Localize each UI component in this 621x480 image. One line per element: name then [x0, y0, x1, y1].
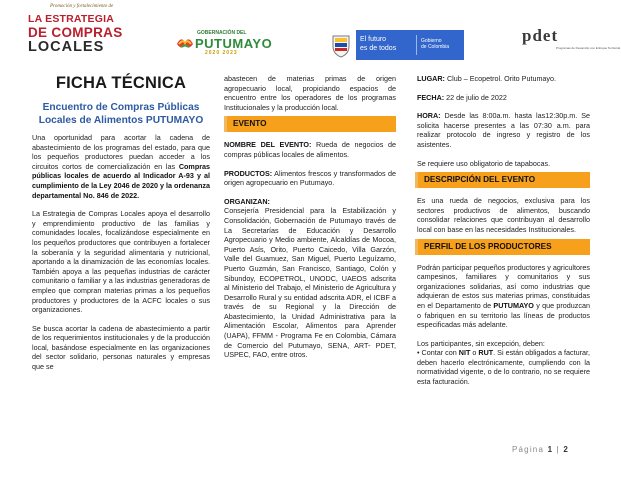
page-label: Página — [512, 445, 545, 454]
column-1 — [32, 74, 210, 372]
page-subtitle: Encuentro de Compras Públicas Locales de Alimentos PUTUMAYO — [38, 102, 204, 126]
page-divider: | — [556, 445, 560, 454]
nombre-value: Rueda de negocios de compras públicas locales de alimentos. — [224, 140, 396, 159]
gobierno-side-text — [421, 38, 449, 50]
putumayo-gobernacion-label: GOBERNACIÓN DEL — [197, 30, 247, 36]
column-3 — [417, 74, 590, 387]
perfil-putumayo: PUTUMAYO — [493, 300, 534, 310]
bullet-text-a: • Contar con — [417, 348, 459, 358]
logo-tagline: Promoción y fortalecimiento de — [50, 4, 114, 9]
bullet-rut: RUT — [478, 348, 494, 358]
productos — [224, 169, 396, 188]
productos-label: PRODUCTOS: — [224, 168, 273, 178]
section-header-descripcion — [415, 172, 590, 188]
gobierno-side-1: Gobierno — [421, 38, 442, 44]
bullet-text-c: o — [470, 348, 479, 358]
productos-value: Alimentos frescos y transformados de origen agropecuario en Putumayo. — [224, 168, 396, 188]
hora-value: Desde las 8:00a.m. hasta las12:30p.m. Se solicita hacerse presentes a las 07:30 a.m. para realizar protocolo de ingreso y registro de los asistentes. — [417, 111, 590, 149]
fecha-value: 22 de julio de 2022 — [444, 92, 507, 102]
gobierno-line-2: es de todos — [360, 45, 397, 52]
estrategia-paragraph: La Estrategia de Compras Locales apoya el desarrollo y emprendimiento productivo de las familias y comunidades locales, focalizándose especialmente en los pequeños productores que contribuyen a fortalecer la soberanía y la seguridad alimentaria y nutricional, aportando a la dinamización de las economías locales. También apoya a las pequeñas industrias de carácter comunitario o familiar y a las industrias generadoras de empleo que compran materias primas a los pequeños productores y productores de la ACFC locales o sus organizaciones. — [32, 209, 210, 315]
page-title: FICHA TÉCNICA — [55, 74, 187, 92]
page-number — [512, 445, 569, 454]
gobernacion-putumayo-logo — [175, 30, 285, 58]
pdet-subtitle: Programas de Desarrollo con Enfoque Territorial — [556, 46, 621, 50]
perfil-text-c: y que produzcan o fabriquen en su territorio las líneas de productos especificadas más adelante. — [417, 300, 590, 330]
requirement-bullet — [417, 348, 590, 386]
perfil-paragraph — [417, 263, 590, 330]
participantes-intro: Los participantes, sin excepción, deben: — [417, 338, 545, 348]
tapabocas-note: Se requiere uso obligatorio de tapabocas. — [417, 158, 551, 168]
section-label: DESCRIPCIÓN DEL EVENTO — [424, 175, 536, 185]
section-label: PERFIL DE LOS PRODUCTORES — [424, 241, 552, 251]
colombia-shield-icon — [330, 32, 352, 58]
perfil-text-a: Podrán participar pequeños productores y agricultores campesinos, familiares y comunitarios y sus organizaciones solidarias, así como industrias que adquieran de estos sus materias primas, constituidas en el Departamento de — [417, 262, 590, 310]
pdet-word: pdet — [522, 26, 559, 45]
page-current: 1 — [547, 445, 554, 454]
organizan-label-text: ORGANIZAN: — [224, 196, 270, 206]
intro-bold-text: Compras públicas locales de acuerdo al Indicador A-93 y al cumplimiento de la Ley 2046 de 2020 y la ordenanza departamental No. 846 de 2022. — [32, 161, 210, 200]
organizan-label — [224, 197, 396, 207]
nombre-evento — [224, 140, 396, 159]
putumayo-name: PUTUMAYO — [195, 36, 273, 51]
organizan-value: Consejería Presidencial para la Estabilización y Consolidación, Gobernación de Putumayo través de La Secretarías de Educación y Desarrollo Agropecuario y Medio ambiente, Alcaldías de Mocoa, Puerto Asís, Orito, Puerto Caicedo, Villa Garzón, Valle del Guamuez, San Miguel, Puerto Leguízamo, Puerto Guzmán, San Francisco, Santiago, Colón y Sibundoy, ECOPETROL, UNODC, UAEOS adscrita al Ministerio del Trabajo, el Ministerio de Agricultura y Desarrollo Rural y su entidad adscrita ADR, el ICBF a través de su Regional y la Dirección de Abastecimiento, la Unidad Administrativa para la Alimentación Escolar, Alimentos para Aprender (UAPA), FFMM - Programa Fe en Colombia, Cámara de Comercio del Putumayo, SENA, ART- PDET, USPEC, FAO, entre otros. — [224, 206, 396, 360]
putumayo-years: 2020 2023 — [205, 50, 238, 56]
bullet-nit: NIT — [458, 348, 471, 358]
fecha-label: FECHA: — [417, 92, 445, 102]
section-header-evento — [224, 116, 396, 132]
fecha — [417, 93, 590, 103]
page-header — [0, 0, 621, 68]
gobierno-line-1: El futuro — [360, 36, 387, 43]
gobierno-separator — [416, 35, 417, 55]
gobierno-side-2: de Colombia — [421, 44, 450, 50]
abastecimiento-continued: abastecen de materias primas de origen agropecuario local, propiciando espacios de encuentro entre los operadores de los programas Institucionales y la producción local. — [224, 74, 396, 112]
logo-line-2: DE COMPRAS — [28, 25, 123, 40]
hora — [417, 111, 590, 149]
putumayo-emblem-icon — [175, 34, 195, 52]
descripcion-paragraph: Es una rueda de negocios, exclusiva para los sectores productivos de alimentos, buscando consolidar relaciones que contribuyan al desarrollo local con base en las necesidades Institucionales. — [417, 196, 590, 234]
intro-paragraph — [32, 133, 210, 200]
column-2 — [224, 74, 396, 360]
page-total: 2 — [563, 445, 570, 454]
section-header-perfil — [415, 239, 590, 255]
nombre-label: NOMBRE DEL EVENTO: — [224, 140, 312, 150]
logo-line-3: LOCALES — [28, 39, 105, 55]
lugar — [417, 74, 590, 84]
gobierno-colombia-logo — [326, 30, 464, 60]
estrategia-compras-locales-logo — [28, 4, 146, 58]
intro-text: Una oportunidad para acortar la cadena de abastecimiento de los programas del estado, para que los pequeños productores puedan acceder a los circuitos cortos de comercialización en las — [32, 133, 210, 171]
hora-label: HORA: — [417, 111, 441, 121]
lugar-value: Club – Ecopetrol. Orito Putumayo. — [444, 74, 557, 83]
pdet-logo — [522, 22, 621, 60]
bullet-text-e: . Si están obligados a facturar, deben hacerlo electrónicamente, cumpliendo con la normatividad vigente, o de lo contrario, no se requiere esta facturación. — [417, 348, 590, 387]
lugar-label: LUGAR: — [417, 74, 445, 83]
abastecimiento-paragraph: Se busca acortar la cadena de abastecimiento a partir de los requerimientos institucionales y de la producción local, basándose especialmente en las organizaciones del sector solidario, personas naturales y empresas que se — [32, 323, 210, 372]
logo-line-1: LA ESTRATEGIA — [28, 13, 115, 25]
section-label: EVENTO — [233, 119, 267, 129]
